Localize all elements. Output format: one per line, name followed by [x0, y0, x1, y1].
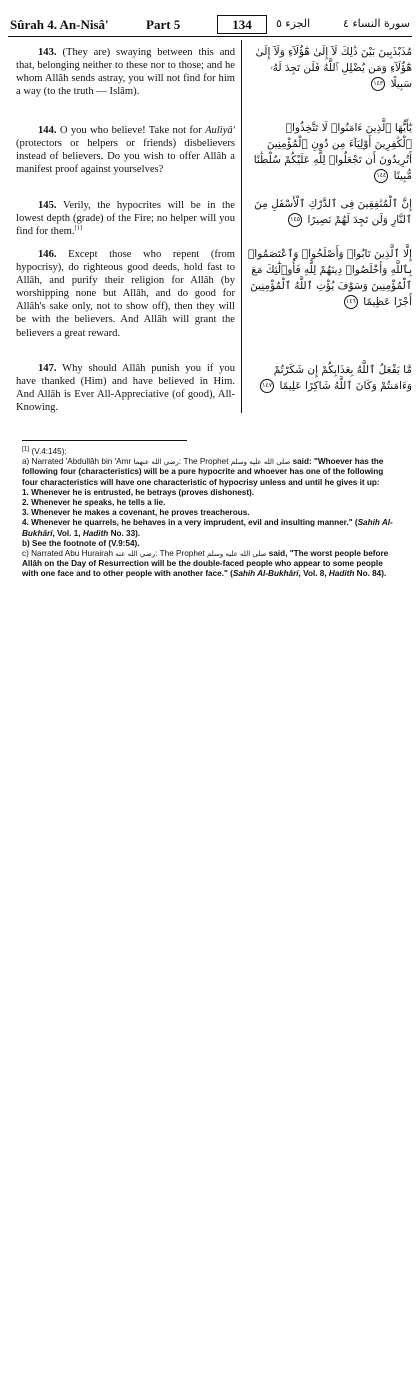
footnote-a-mid: : The Prophet	[178, 457, 229, 467]
arabic-verse-146	[246, 246, 412, 310]
ayah-number-marker: ١٤٦	[344, 295, 358, 309]
verse-number: 143.	[38, 47, 57, 58]
verse-text: Verily, the hypocrites will be in the lowest depth (grade) of the Fire; no helper will you find for them.	[16, 200, 235, 238]
citation-hadith-label: Hadith	[82, 528, 109, 538]
footnote-c	[22, 549, 398, 580]
footnote-item-text: 4. Whenever he quarrels, he behaves in a very imprudent, evil and insulting manner."	[22, 518, 353, 528]
citation-number: No. 84).	[356, 569, 387, 579]
verse-145	[16, 199, 235, 238]
arabic-salutation: صلى الله عليه وسلم	[207, 550, 267, 559]
footnote-item-text: 2. Whenever he speaks, he tells a lie.	[22, 498, 166, 508]
verse-italic-term: Auliyâ'	[205, 125, 235, 136]
arabic-honorific: رضي الله عنه	[115, 550, 156, 559]
footnote-item-text: 3. Whenever he makes a covenant, he proves treacherous.	[22, 508, 250, 518]
arabic-verse-147	[246, 362, 412, 394]
footnote-c-prefix: c) Narrated Abu Hurairah	[22, 549, 114, 559]
footnote-reference[interactable]: [1]	[74, 224, 83, 232]
footnote-a-text: said: "Whoever has the following four (characteristics) will be a pure hypocrite and whoever has one of the following four characteristics will have one characteristic of hypocrisy unless and until he gives it up:	[22, 457, 384, 487]
footnotes-block	[22, 447, 398, 580]
footnote-item-4	[22, 518, 398, 538]
ayah-number-marker: ١٤٣	[371, 77, 385, 91]
arabic-text: إِلَّا ٱلَّذِينَ تَابُوا۟ وَأَصْلَحُوا۟ وَٱعْتَصَمُوا۟ بِٱللَّهِ وَأَخْلَصُوا۟ دِينَهُمْ لِلَّهِ فَأُو۟لَٰٓئِكَ مَعَ ٱلْمُؤْمِنِينَ وَسَوْفَ يُؤْتِ ٱللَّهُ ٱلْمُؤْمِنِينَ أَجْرًا عَظِيمًا	[248, 248, 412, 308]
footnote-rule	[22, 440, 187, 441]
citation-volume: , Vol. 8,	[298, 569, 327, 579]
footnote-item-1	[22, 488, 398, 498]
footnote-b	[22, 539, 398, 549]
arabic-text: إِنَّ ٱلْمُنَٰفِقِينَ فِى ٱلدَّرْكِ ٱلْأَسْفَلِ مِنَ ٱلنَّارِ وَلَن تَجِدَ لَهُمْ نَصِيرًا	[254, 198, 412, 226]
footnote-item-text: 1. Whenever he is entrusted, he betrays (proves dishonest).	[22, 487, 255, 497]
footnote-b-text: b) See the footnote of (V.9:54).	[22, 538, 140, 548]
arabic-text: مَّا يَفْعَلُ ٱللَّهُ بِعَذَابِكُمْ إِن شَكَرْتُمْ وَءَامَنتُمْ وَكَانَ ٱللَّهُ شَاكِرًا عَلِيمًا	[273, 364, 412, 392]
arabic-text: مُذَبْذَبِينَ بَيْنَ ذَٰلِكَ لَآ إِلَىٰ هَٰٓؤُلَآءِ وَلَآ إِلَىٰ هَٰٓؤُلَآءِ وَمَن يُضْلِلِ ٱللَّهُ فَلَن تَجِدَ لَهُۥ سَبِيلًا	[255, 46, 412, 90]
part-label: Part 5	[146, 17, 181, 32]
surah-arabic: سورة النساء ٤	[343, 17, 410, 30]
column-divider	[241, 40, 242, 413]
citation-number: No. 33).	[110, 528, 141, 538]
verse-text: Except those who repent (from hypocrisy), do righteous good deeds, hold fast to Allâh, and purify their religion for Allâh (by worshipping none but Allâh, and do good for Allâh's sake only, not to show off), then they will be with the believers. And Allâh will grant the believers a great reward.	[16, 249, 236, 339]
verse-144	[16, 124, 235, 176]
footnote-c-text: said, "The worst people before Allâh on the Day of Resurrection will be the double-faced people who appear to some people with one face and to other people with another face." (	[22, 549, 389, 579]
arabic-verse-145	[246, 196, 412, 228]
footnote-a	[22, 457, 398, 488]
juz-arabic: الجزء ٥	[276, 17, 311, 30]
verse-143	[16, 46, 235, 98]
citation-paren: (	[354, 518, 358, 528]
verse-number: 144.	[38, 125, 57, 136]
verse-text: (protectors or helpers or friends) disbelievers instead of believers. Do you wish to offer Allâh a manifest proof against yourselves?	[16, 138, 235, 176]
citation-source: Sahih Al-Bukhâri	[232, 569, 299, 579]
ayah-number-marker: ١٤٤	[374, 169, 388, 183]
footnote-heading	[22, 447, 398, 457]
footnote-item-3	[22, 508, 398, 518]
verse-text: O you who believe! Take not for	[59, 125, 202, 136]
arabic-verse-144	[246, 120, 412, 184]
arabic-honorific: رضي الله عنهما	[133, 458, 179, 467]
footnote-item-2	[22, 498, 398, 508]
verse-text: (They are) swaying between this and that, belonging neither to these nor to those; and he whom Allâh sends astray, you will not find for him a way (to the truth — Islâm).	[16, 47, 235, 98]
arabic-verse-143	[246, 44, 412, 92]
footnote-marker: [1]	[22, 445, 30, 453]
verse-146	[16, 248, 235, 340]
page-header	[8, 14, 412, 37]
citation-hadith-label: Hadith	[328, 569, 355, 579]
page-number: 134	[217, 15, 267, 34]
verse-number: 145.	[38, 200, 57, 211]
citation-volume: , Vol. 1,	[52, 528, 81, 538]
footnote-verse-ref: (V.4:145):	[31, 447, 67, 456]
ayah-number-marker: ١٤٧	[260, 379, 274, 393]
surah-title: Sûrah 4. An-Nisâ'	[10, 17, 109, 32]
arabic-text: يَٰٓأَيُّهَا ٱلَّذِينَ ءَامَنُوا۟ لَا تَتَّخِذُوا۟ ٱلْكَٰفِرِينَ أَوْلِيَآءَ مِن دُونِ ٱلْمُؤْمِنِينَ أَتُرِيدُونَ أَن تَجْعَلُوا۟ لِلَّهِ عَلَيْكُمْ سُلْطَٰنًا مُّبِينًا	[253, 122, 412, 182]
verse-text: Why should Allâh punish you if you have thanked (Him) and have believed in Him. And Allâh is Ever All-Appreciative (of good), All-Knowing.	[16, 363, 235, 414]
verse-number: 146.	[38, 249, 57, 260]
footnote-c-mid: : The Prophet	[155, 549, 205, 559]
footnote-a-prefix: a) Narrated 'Abdullâh bin 'Amr	[22, 457, 132, 467]
citation-source: Sahih Al-Bukhâri	[22, 518, 393, 538]
ayah-number-marker: ١٤٥	[288, 213, 302, 227]
arabic-salutation: صلى الله عليه وسلم	[230, 458, 291, 467]
verse-147	[16, 362, 235, 414]
verse-number: 147.	[38, 363, 57, 374]
